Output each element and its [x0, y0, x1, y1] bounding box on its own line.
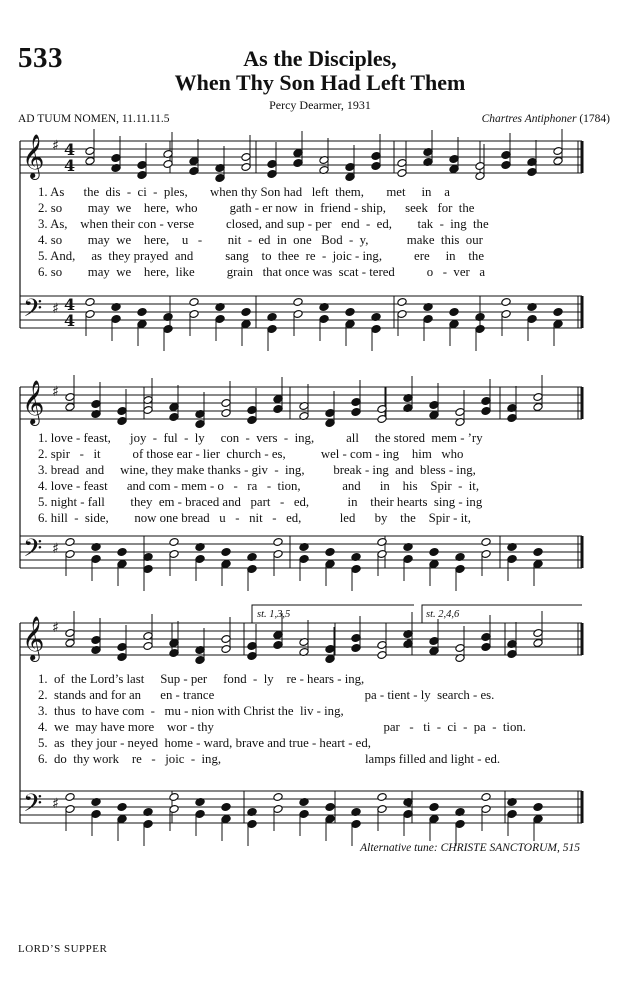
source-year: (1784)	[576, 113, 610, 125]
key-sharp: ♯	[52, 384, 59, 400]
note-head	[429, 548, 439, 557]
note-head	[397, 298, 407, 307]
lyric-line: 5. as they jour - neyed home - ward, brave and true - heart - ed,	[38, 736, 371, 750]
lyric-line: 1. love - feast, joy - ful - ly con - vers - ing, all the stored mem - ’ry	[38, 431, 483, 445]
repeat-dot	[407, 639, 410, 642]
note-head	[117, 548, 127, 557]
lyric-line: 4. we may have more wor - thy par - ti - ci - pa - tion.	[38, 720, 526, 734]
time-signature: 4	[64, 295, 76, 314]
lyric-line: 5. And, as they prayed and sang to thee re - joic - ing, ere in the	[38, 249, 485, 263]
repeat-dot	[407, 803, 410, 806]
time-signature: 4	[64, 311, 76, 330]
note-head	[553, 308, 563, 317]
hymn-title-line1: As the Disciples,	[243, 46, 397, 71]
key-sharp: ♯	[52, 796, 59, 812]
lyric-line: 6. hill - side, now one bread u - nit - ed, led by the Spir - it,	[38, 511, 471, 525]
note-head	[117, 803, 127, 812]
bass-clef: 𝄢	[23, 294, 43, 329]
note-head	[273, 538, 283, 547]
note-head	[377, 538, 387, 547]
note-head	[137, 308, 147, 317]
lyric-line: 4. love - feast and com - mem - o - ra - tion, and in his Spir - it,	[38, 479, 480, 493]
treble-clef: 𝄞	[22, 616, 45, 660]
note-head	[65, 793, 75, 802]
note-head	[533, 803, 543, 812]
key-sharp: ♯	[52, 138, 59, 154]
note-head	[241, 308, 251, 317]
author-credit: Percy Dearmer, 1931	[269, 98, 371, 112]
lyric-line: 6. so may we here, like grain that once was scat - tered o - ver a	[38, 265, 486, 279]
note-head	[377, 793, 387, 802]
repeat-dot	[407, 811, 410, 814]
note-head	[169, 538, 179, 547]
lyric-line: 3. thus to have com - mu - nion with Christ the liv - ing,	[38, 704, 344, 718]
note-head	[65, 538, 75, 547]
bass-clef: 𝄢	[23, 534, 43, 569]
note-head	[481, 538, 491, 547]
note-head	[325, 548, 335, 557]
treble-clef: 𝄞	[22, 380, 45, 424]
note-head	[533, 548, 543, 557]
key-sharp: ♯	[52, 541, 59, 557]
note-head	[221, 803, 231, 812]
lyric-line: 3. As, when their con - verse closed, and sup - per end - ed, tak - ing the	[38, 217, 489, 231]
lyric-line: 4. so may we here, u - nit - ed in one Bod - y, make this our	[38, 233, 483, 247]
lyric-line: 6. do thy work re - joic - ing, lamps filled and light - ed.	[38, 752, 501, 766]
lyric-line: 2. spir - it of those ear - lier church - es, wel - com - ing him who	[38, 447, 464, 461]
note-head	[273, 793, 283, 802]
lyric-line: 3. bread and wine, they make thanks - giv - ing, break - ing and bless - ing,	[38, 463, 476, 477]
hymn-title-line2: When Thy Son Had Left Them	[174, 70, 466, 95]
lyric-line: 1. As the dis - ci - ples, when thy Son had left them, met in a	[38, 185, 450, 199]
note-head	[85, 298, 95, 307]
note-head	[481, 793, 491, 802]
note-head	[221, 548, 231, 557]
key-sharp: ♯	[52, 301, 59, 317]
lyric-line: 2. so may we here, who gath - er now in friend - ship, seek for the	[38, 201, 475, 215]
volta-1-label: st. 1,3,5	[257, 609, 291, 620]
volta-2-label: st. 2,4,6	[426, 609, 460, 620]
treble-clef: 𝄞	[22, 134, 45, 178]
note-head	[345, 308, 355, 317]
page-footer: LORD’S SUPPER	[18, 943, 108, 955]
source-name: Chartres Antiphoner	[481, 113, 577, 125]
lyric-line: 1. of the Lord’s last Sup - per fond - ly re - hears - ing,	[38, 672, 365, 686]
note-head	[325, 803, 335, 812]
key-sharp: ♯	[52, 620, 59, 636]
alternative-tune: Alternative tune: CHRISTE SANCTORUM, 515	[360, 842, 580, 854]
repeat-dot	[407, 631, 410, 634]
lyric-line: 5. night - fall they em - braced and part - ed, in their hearts sing - ing	[38, 495, 483, 509]
hymn-number: 533	[18, 42, 63, 74]
time-signature: 4	[64, 156, 76, 175]
note-head	[501, 298, 511, 307]
lyric-line: 2. stands and for an en - trance pa - tient - ly search - es.	[38, 688, 495, 702]
note-head	[449, 308, 459, 317]
note-head	[189, 298, 199, 307]
tune-name: AD TUUM NOMEN, 11.11.11.5	[18, 113, 170, 125]
note-head	[429, 803, 439, 812]
bass-clef: 𝄢	[23, 789, 43, 824]
time-signature: 4	[64, 140, 76, 159]
note-head	[169, 793, 179, 802]
note-head	[293, 298, 303, 307]
